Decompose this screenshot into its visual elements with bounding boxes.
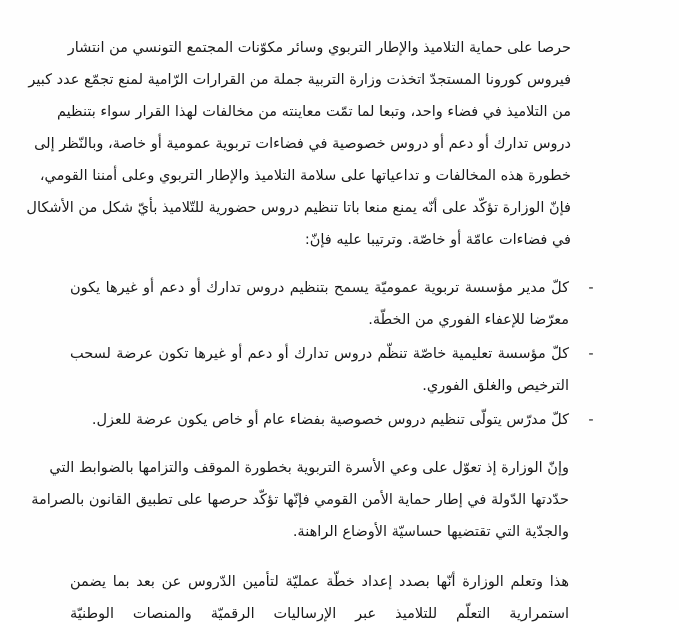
text-line: فإنّ الوزارة تؤكّد على أنّه يمنع منعا باتا تنظيم دروس حضورية للتّلاميذ بأيّ شكل من الأشكال [26,200,571,216]
text-line: هذا وتعلم الوزارة أنّها بصدد إعداد خطّة عمليّة لتأمين الدّروس عن بعد بما يضمن [70,574,569,590]
bullet-item [70,272,601,336]
text-line: فيروس كورونا المستجدّ اتخذت وزارة التربية جملة من القرارات الرّامية لمنع تجمّع عدد كبير [28,72,571,88]
text-line: والجدّية التي تقتضيها حساسيّة الأوضاع الراهنة. [292,524,569,540]
text-line: حرصا على حماية التلاميذ والإطار التربوي وسائر مكوّنات المجتمع التونسي من انتشار [67,40,571,56]
text-line: كلّ مؤسسة تعليمية خاصّة تنظّم دروس تدارك أو دعم أو غيرها تكون عرضة لسحب [70,346,569,362]
text-line: كلّ مدير مؤسسة تربوية عموميّة يسمح بتنظيم دروس تدارك أو دعم أو غيرها يكون [70,280,569,296]
paragraph-2 [31,452,601,548]
text-line: استمرارية التعلّم للتلاميذ عبر الإرساليات الرقميّة والمنصات الوطنيّة [70,606,569,622]
text-line: الترخيص والغلق الفوري. [422,378,569,394]
text-line: كلّ مدرّس يتولّى تنظيم دروس خصوصية بفضاء عام أو خاص يكون عرضة للعزل. [91,412,569,428]
bullet-dash: - [588,280,594,296]
text-line: خطورة هذه المخالفات و تداعياتها على سلامة التلاميذ والإطار التربوي وعلى أمننا القومي، [39,168,571,184]
paragraph-1 [26,32,601,256]
text-line: وإنّ الوزارة إذ تعوّل على وعي الأسرة التربوية بخطورة الموقف والتزامها بالضوابط التي [49,460,569,476]
bullet-item [70,338,601,402]
bullet-dash: - [588,346,594,362]
paragraph-3 [70,566,601,630]
text-line: من التلاميذ في فضاء واحد، وتبعا لما تمّت معاينته من مخالفات لهذا القرار سواء بتنظيم [57,104,571,120]
bullet-item [70,404,601,436]
text-line: حدّدتها الدّولة في إطار حماية الأمن القومي فإنّها تؤكّد حرصها على تطبيق القانون بالصرامة [31,492,569,508]
bullet-dash: - [588,412,594,428]
text-line: دروس تدارك أو دعم أو دروس خصوصية في فضاءات تربوية عمومية أو خاصة، وبالنّظر إلى [34,136,571,152]
text-line: في فضاءات عامّة أو خاصّة. وترتيبا عليه فإنّ: [304,232,571,248]
bullet-list [70,272,601,438]
text-line: معرّضا للإعفاء الفوري من الخطّة. [368,312,569,328]
